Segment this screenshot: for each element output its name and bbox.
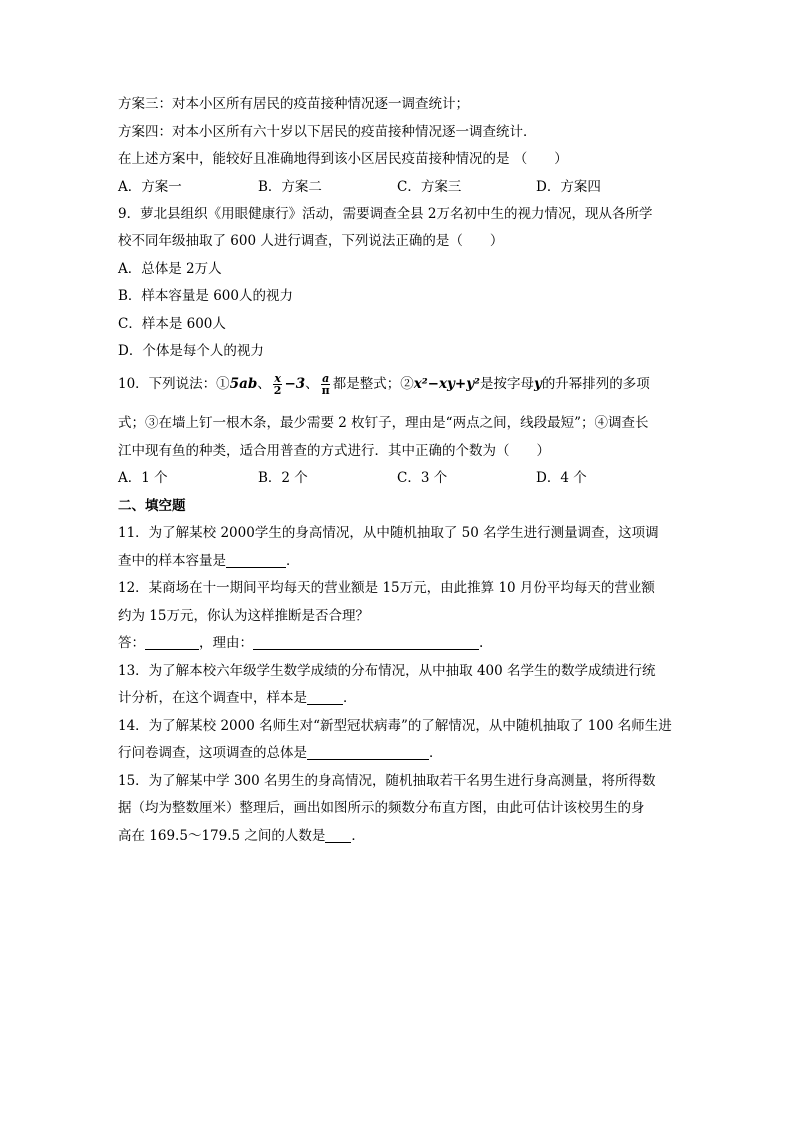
q10-option-b: B．2 个 bbox=[258, 470, 308, 486]
q12-period: . bbox=[479, 635, 484, 651]
q12-answer-blank[interactable] bbox=[145, 635, 199, 650]
q12-reason-label: ，理由： bbox=[199, 635, 253, 651]
q11-text: 查中的样本容量是 bbox=[118, 553, 226, 569]
question-8-stem: 在上述方案中，能较好且准确地得到该小区居民疫苗接种情况的是 （ ） bbox=[118, 151, 568, 167]
q15-text: 高在 169.5～179.5 之间的人数是 bbox=[118, 828, 326, 844]
q14-answer-blank[interactable] bbox=[307, 745, 429, 760]
q10-text-4: 的升幂排列的多项 bbox=[541, 376, 650, 392]
question-15-line-3 bbox=[118, 826, 365, 846]
q9-option-d: D．个体是每个人的视力 bbox=[118, 343, 264, 359]
q8-option-d: D．方案四 bbox=[536, 179, 601, 195]
fraction-x-over-2 bbox=[273, 373, 283, 396]
expr-polynomial: x²−xy+y² bbox=[413, 376, 480, 392]
q10-option-a: A．1 个 bbox=[118, 470, 168, 486]
expr-letter-y: y bbox=[533, 376, 542, 392]
expr-minus-3: −3 bbox=[284, 376, 306, 392]
q9-option-c: C．样本是 600人 bbox=[118, 316, 226, 332]
question-11-line-1: 11．为了解某校 2000学生的身高情况，从中随机抽取了 50 名学生进行测量调查，这项调 bbox=[118, 525, 659, 541]
frac-numerator: x bbox=[274, 372, 281, 385]
q13-answer-blank[interactable] bbox=[307, 690, 343, 705]
q8-option-b: B．方案二 bbox=[258, 179, 322, 195]
frac-denominator: π bbox=[321, 384, 330, 397]
q12-reason-blank[interactable] bbox=[253, 635, 479, 650]
q14-text: 行问卷调查，这项调查的总体是 bbox=[118, 745, 307, 761]
frac-numerator: a bbox=[322, 372, 330, 385]
question-14-line-2 bbox=[118, 743, 443, 763]
q10-text-1: 10．下列说法：① bbox=[118, 376, 230, 392]
q8-option-a: A．方案一 bbox=[118, 179, 182, 195]
q13-text: 计分析，在这个调查中，样本是 bbox=[118, 690, 307, 706]
q15-period: ． bbox=[351, 828, 365, 844]
comma-2: 、 bbox=[305, 376, 319, 392]
q11-answer-blank[interactable] bbox=[226, 553, 286, 568]
question-10-line-1 bbox=[118, 371, 650, 397]
q10-text-3: 是按字母 bbox=[479, 376, 534, 392]
frac-denominator: 2 bbox=[273, 384, 282, 397]
plan-3-text: 方案三：对本小区所有居民的疫苗接种情况逐一调查统计； bbox=[118, 96, 469, 112]
q10-option-c: C．3 个 bbox=[397, 470, 448, 486]
question-13-line-1: 13．为了解本校六年级学生数学成绩的分布情况，从中抽取 400 名学生的数学成绩进行统 bbox=[118, 663, 656, 679]
question-9-line-1: 9．萝北县组织《用眼健康行》活动，需要调查全县 2万名初中生的视力情况，现从各所学 bbox=[118, 206, 653, 222]
plan-4-text: 方案四：对本小区所有六十岁以下居民的疫苗接种情况逐一调查统计． bbox=[118, 124, 537, 140]
question-11-line-2 bbox=[118, 551, 300, 571]
q14-period: ． bbox=[429, 745, 443, 761]
q9-option-b: B．样本容量是 600人的视力 bbox=[118, 288, 293, 304]
q11-period: ． bbox=[286, 553, 300, 569]
q9-option-a: A．总体是 2万人 bbox=[118, 261, 222, 277]
comma-1: 、 bbox=[257, 376, 271, 392]
question-14-line-1: 14．为了解某校 2000 名师生对“新型冠状病毒”的了解情况，从中随机抽取了 100 名师生进 bbox=[118, 718, 672, 734]
question-15-line-1: 15．为了解某中学 300 名男生的身高情况，随机抽取若干名男生进行身高测量，将所得数 bbox=[118, 773, 656, 789]
section-heading-fill-in: 二、填空题 bbox=[118, 498, 186, 514]
q13-period: ． bbox=[343, 690, 357, 706]
question-9-line-2: 校不同年级抽取了 600 人进行调查，下列说法正确的是（ ） bbox=[118, 233, 504, 249]
question-12-line-1: 12．某商场在十一期间平均每天的营业额是 15万元，由此推算 10 月份平均每天的营业额 bbox=[118, 580, 655, 596]
q15-answer-blank[interactable] bbox=[325, 828, 351, 843]
q8-option-c: C．方案三 bbox=[397, 179, 462, 195]
fraction-a-over-pi bbox=[321, 373, 331, 396]
question-15-line-2: 据（均为整数厘米）整理后，画出如图所示的频数分布直方图，由此可估计该校男生的身 bbox=[118, 800, 645, 816]
q12-answer-label: 答： bbox=[118, 635, 145, 651]
question-13-line-2 bbox=[118, 688, 357, 708]
question-10-line-2: 式；③在墙上钉一根木条，最少需要 2 枚钉子，理由是“两点之间，线段最短”；④调查长 bbox=[118, 415, 649, 431]
question-12-answer-line bbox=[118, 633, 483, 653]
question-12-line-2: 约为 15万元，你认为这样推断是否合理？ bbox=[118, 608, 369, 624]
q10-text-2: 都是整式；② bbox=[332, 376, 414, 392]
expr-5ab: 5ab bbox=[229, 376, 258, 392]
question-10-line-3: 江中现有鱼的种类，适合用普查的方式进行．其中正确的个数为（ ） bbox=[118, 443, 550, 459]
q10-option-d: D．4 个 bbox=[536, 470, 587, 486]
